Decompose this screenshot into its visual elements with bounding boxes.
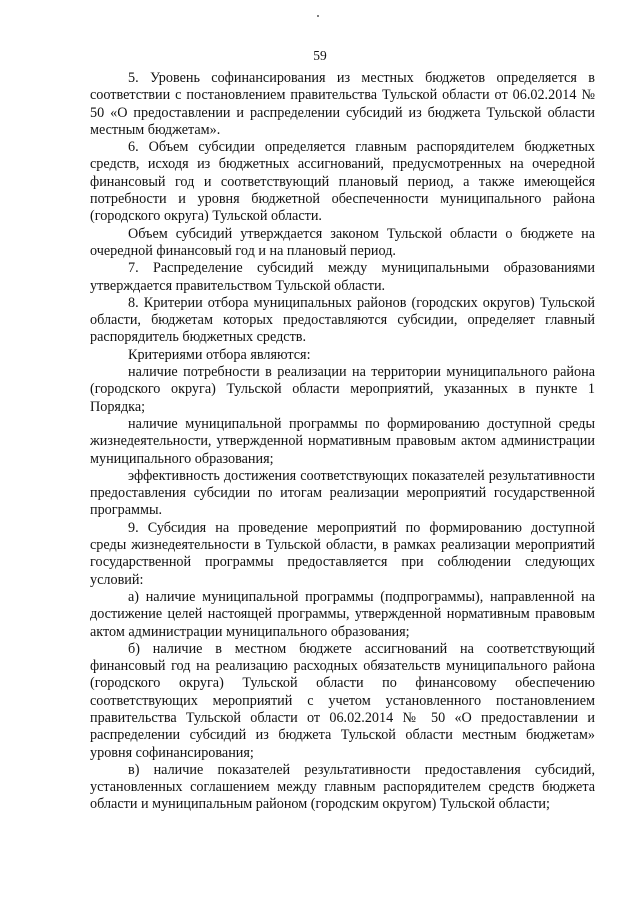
paragraph-criterion-need: наличие потребности в реализации на территории муниципального района (городского округа) Тульской области мероприятий, указанных в пункте 1 Порядка; <box>90 364 595 415</box>
paragraph-item-7: 7. Распределение субсидий между муниципальными образованиями утверждается правительством Тульской области. <box>90 260 595 294</box>
paragraph-subsidy-volume: Объем субсидий утверждается законом Тульской области о бюджете на очередной финансовый год и на плановый период. <box>90 225 595 259</box>
paragraph-item-9: 9. Субсидия на проведение мероприятий по формированию доступной среды жизнедеятельности в Тульской области, в рамках реализации мероприятий государственной программы предоставляется при соблюдении следующих условий: <box>90 519 595 588</box>
document-body <box>90 70 595 814</box>
page-number: 59 <box>313 48 327 63</box>
paragraph-item-8: 8. Критерии отбора муниципальных районов (городских округов) Тульской области, бюджетам которых предоставляются субсидии, определяет главный распорядитель бюджетных средств. <box>90 294 595 346</box>
paragraph-condition-a: а) наличие муниципальной программы (подпрограммы), направленной на достижение целей настоящей программы, утвержденной нормативным правовым актом администрации муниципального образования; <box>90 588 595 640</box>
paragraph-condition-b: б) наличие в местном бюджете ассигнований на соответствующий финансовый год на реализацию расходных обязательств муниципального района (городского округа) Тульской области по финансовому обеспечению соответствующих мероприятий с учетом установленного постановлением правительства Тульской области от 06.02.2014 № 50 «О предоставлении и распределении субсидий из бюджета Тульской области местным бюджетам» уровня софинансирования; <box>90 640 595 761</box>
paragraph-criteria-intro: Критериями отбора являются: <box>128 346 311 363</box>
scan-speck <box>317 15 319 17</box>
paragraph-condition-c: в) наличие показателей результативности предоставления субсидий, установленных соглашением между главным распорядителем средств бюджета области и муниципальным районом (городским округом) Тульской области; <box>90 761 595 813</box>
paragraph-criterion-efficiency: эффективность достижения соответствующих показателей результативности предоставления субсидии по итогам реализации мероприятий государственной программы. <box>90 467 595 519</box>
paragraph-item-5: 5. Уровень софинансирования из местных бюджетов определяется в соответствии с постановлением правительства Тульской области от 06.02.2014 № 50 «О предоставлении и распределении субсидий из бюджета Тульской области местным бюджетам». <box>90 70 595 138</box>
paragraph-criterion-program: наличие муниципальной программы по формированию доступной среды жизнедеятельности, утвержденной нормативным правовым актом администрации муниципального образования; <box>90 415 595 467</box>
paragraph-item-6: 6. Объем субсидии определяется главным распорядителем бюджетных средств, исходя из бюджетных ассигнований, предусмотренных на очередной финансовый год и соответствующий плановый период, а также имеющейся потребности и уровня бюджетной обеспеченности муниципального района (городского округа) Тульской области. <box>90 139 595 225</box>
